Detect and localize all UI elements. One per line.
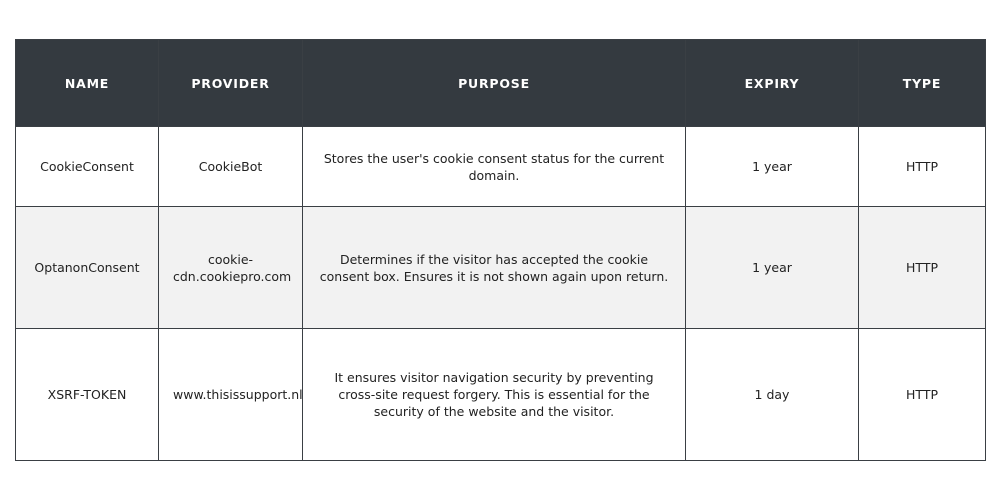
column-header-name: NAME [16,40,159,127]
column-header-type: TYPE [859,40,986,127]
column-header-purpose: PURPOSE [303,40,686,127]
cookie-table [15,39,986,461]
cell-name: OptanonConsent [16,207,159,329]
cell-type: HTTP [859,207,986,329]
table-row [16,207,986,329]
table-row [16,329,986,461]
cell-expiry: 1 day [686,329,859,461]
cell-provider: www.thisissupport.nl [159,329,303,461]
cell-purpose: Stores the user's cookie consent status for the current domain. [303,127,686,207]
cell-expiry: 1 year [686,207,859,329]
cell-name: CookieConsent [16,127,159,207]
cell-name: XSRF-TOKEN [16,329,159,461]
cell-provider: cookie-cdn.cookiepro.com [159,207,303,329]
cell-type: HTTP [859,329,986,461]
column-header-provider: PROVIDER [159,40,303,127]
table-body [16,127,986,461]
column-header-expiry: EXPIRY [686,40,859,127]
cell-type: HTTP [859,127,986,207]
cell-provider: CookieBot [159,127,303,207]
cell-expiry: 1 year [686,127,859,207]
cell-purpose: It ensures visitor navigation security by preventing cross-site request forgery. This is essential for the security of the website and the visitor. [303,329,686,461]
table-row [16,127,986,207]
cell-purpose: Determines if the visitor has accepted the cookie consent box. Ensures it is not shown again upon return. [303,207,686,329]
table-header [16,40,986,127]
header-row [16,40,986,127]
